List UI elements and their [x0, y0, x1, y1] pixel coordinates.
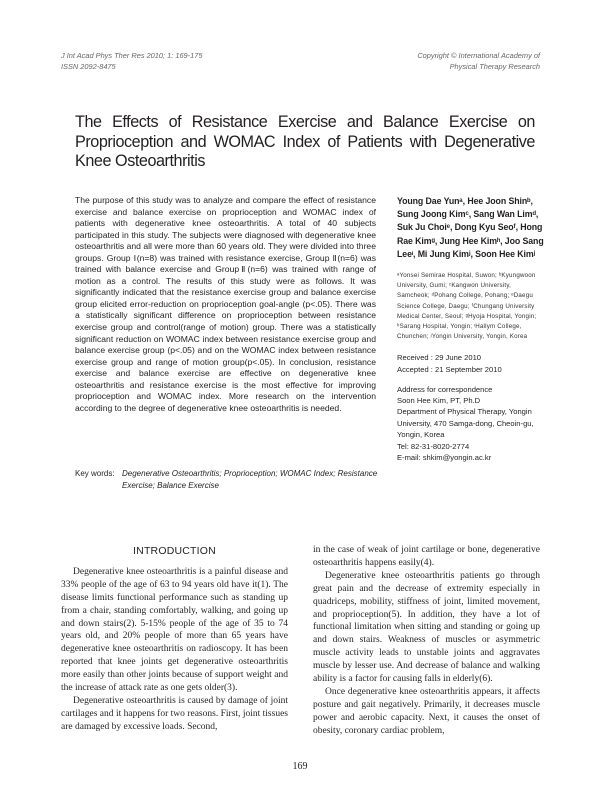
author-sidebar: [397, 195, 545, 463]
correspondence: [397, 384, 545, 464]
abstract: The purpose of this study was to analyze and compare the effect of resistance exercise and balance exercise on proprioception and WOMAC index of patients with degenerative knee osteoarthritis. A total of 40 subjects participated in this study. The subjects were diagnosed with degenerative knee osteoarthritis and all were more than 60 years old. They were divided into three groups. Group Ⅰ(n=8) was trained with resistance exercise, Group Ⅱ(n=6) was trained with balance exercise and GroupⅡ(n=6) was trained with range of motion as a control. The results of this study were as follows. It was significantly indicated that the resistance exercise group and balance exercise group elicited error-reduction on proprioception goal-angle (p<.05). There was a statistically significant difference on proprioception between resistance exercise group and control(range of motion) group. There was a statistically significant reduction on WOMAC index between resistance exercise group and balance exercise group (p<.05) and on the WOMAC index between resistance exercise group and range of motion group(p<.05). In conclusion, resistance exercise and balance exercise are effective on degenerative knee osteoarthritis and resistance exercise is the most effective for improving proprioception and WOMAC index. More research on the intervention according to the degree of degenerative knee osteoarthritis is needed.: [75, 195, 376, 413]
correspondence-label: Address for correspondence: [397, 384, 493, 394]
affiliations: ᵃYonsei Semirae Hospital, Suwon; ᵇKyungwoon University, Gumi; ᶜKangwon University, Samcheok; ᵈPohang College, Pohang; ᵉDaegu Science College, Daegu; ᶠChungang University Medical Center, Seoul; ᵍHyoja Hospital, Yongin; ʰSarang Hospital, Yongin; ᶦHallym College, Chunchen; ʲYongin University, Yongin, Korea: [397, 272, 537, 341]
intro-paragraph-4: Once degenerative knee osteoarthritis appears, it affects posture and gait negatively. Primarily, it decreases muscle power and aerobic capacity. Next, it causes the onset of obesity, coronary cardiac problem,: [313, 686, 540, 736]
copyright-line-1: Copyright © International Academy of: [417, 51, 540, 60]
copyright-line-2: Physical Therapy Research: [449, 62, 540, 71]
copyright-header: [417, 50, 540, 72]
correspondence-email: E-mail: shkim@yongin.ac.kr: [397, 453, 492, 463]
journal-citation: J Int Acad Phys Ther Res 2010; 1: 169-175: [61, 51, 203, 60]
body-column-left: [61, 545, 288, 734]
received-date: Received : 29 June 2010: [397, 353, 482, 363]
correspondence-tel: Tel: 82-31-8020-2774: [397, 441, 470, 451]
correspondence-department: Department of Physical Therapy, Yongin University, 470 Samga-dong, Cheoin-gu, Yongin, Korea: [397, 407, 534, 440]
intro-paragraph-3: Degenerative knee osteoarthritis patients go through great pain and the decrease of extremity especially in quadriceps, mobility, stiffness of joint, limited movement, and proprioception(5). In addition, they have a lot of functional limitation when sitting and standing or going up and down stairs. Weakness of muscles or asymmetric muscle activity leads to unstable joints and aggravates muscle by lesser use. And decrease of balance and walking ability is a factor for causing falls in elderly(6).: [313, 570, 540, 685]
journal-header: [61, 50, 202, 72]
article-dates: [397, 352, 545, 375]
correspondence-name: Soon Hee Kim, PT, Ph.D: [397, 396, 481, 406]
accepted-date: Accepted : 21 September 2010: [397, 365, 502, 375]
section-heading-introduction: INTRODUCTION: [133, 545, 216, 557]
journal-issn: ISSN 2092-8475: [61, 62, 116, 71]
article-title: The Effects of Resistance Exercise and Balance Exercise on Proprioception and WOMAC Index of Patients with Degenerative Knee Osteoarthritis: [75, 113, 535, 170]
author-list: Young Dae Yunᵃ, Hee Joon Shinᵇ, Sung Joong Kimᶜ, Sang Wan Limᵈ, Suk Ju Choiᵉ, Dong Kyu Seoᶠ, Hong Rae Kimᵍ, Jung Hee Kimʰ, Joo Sang Leeᶦ, Mi Jung Kimʲ, Soon Hee Kimʲ: [397, 196, 544, 259]
page-number: 169: [292, 761, 308, 772]
intro-paragraph-2-continued: in the case of weak of joint cartilage or bone, degenerative osteoarthritis happens easily(4).: [313, 545, 540, 568]
intro-paragraph-2: Degenerative osteoarthritis is caused by damage of joint cartilages and it happens for two reasons. First, joint tissues are damaged by excessive loads. Second,: [61, 695, 288, 732]
intro-paragraph-1: Degenerative knee osteoarthritis is a painful disease and 33% people of the age of 63 to 94 years old have it(1). The disease limits functional performance such as standing up from a chair, standing comfortably, walking, and going up and down stairs(2). 5-15% people of the age of 35 to 74 years old, and 20% people of more than 65 years have degenerative knee osteoarthritis on radioscopy. It has been reported that knee joints get degenerative osteoarthritis more easily than other joints because of support weight and the increase of attack rate as one gets older(3).: [61, 566, 288, 694]
body-column-right: [313, 544, 540, 738]
keywords-text: Degenerative Osteoarthritis; Proprioception; WOMAC Index; Resistance Exercise; Balance Exercise: [122, 469, 378, 490]
keywords-label: Key words:: [75, 469, 115, 478]
